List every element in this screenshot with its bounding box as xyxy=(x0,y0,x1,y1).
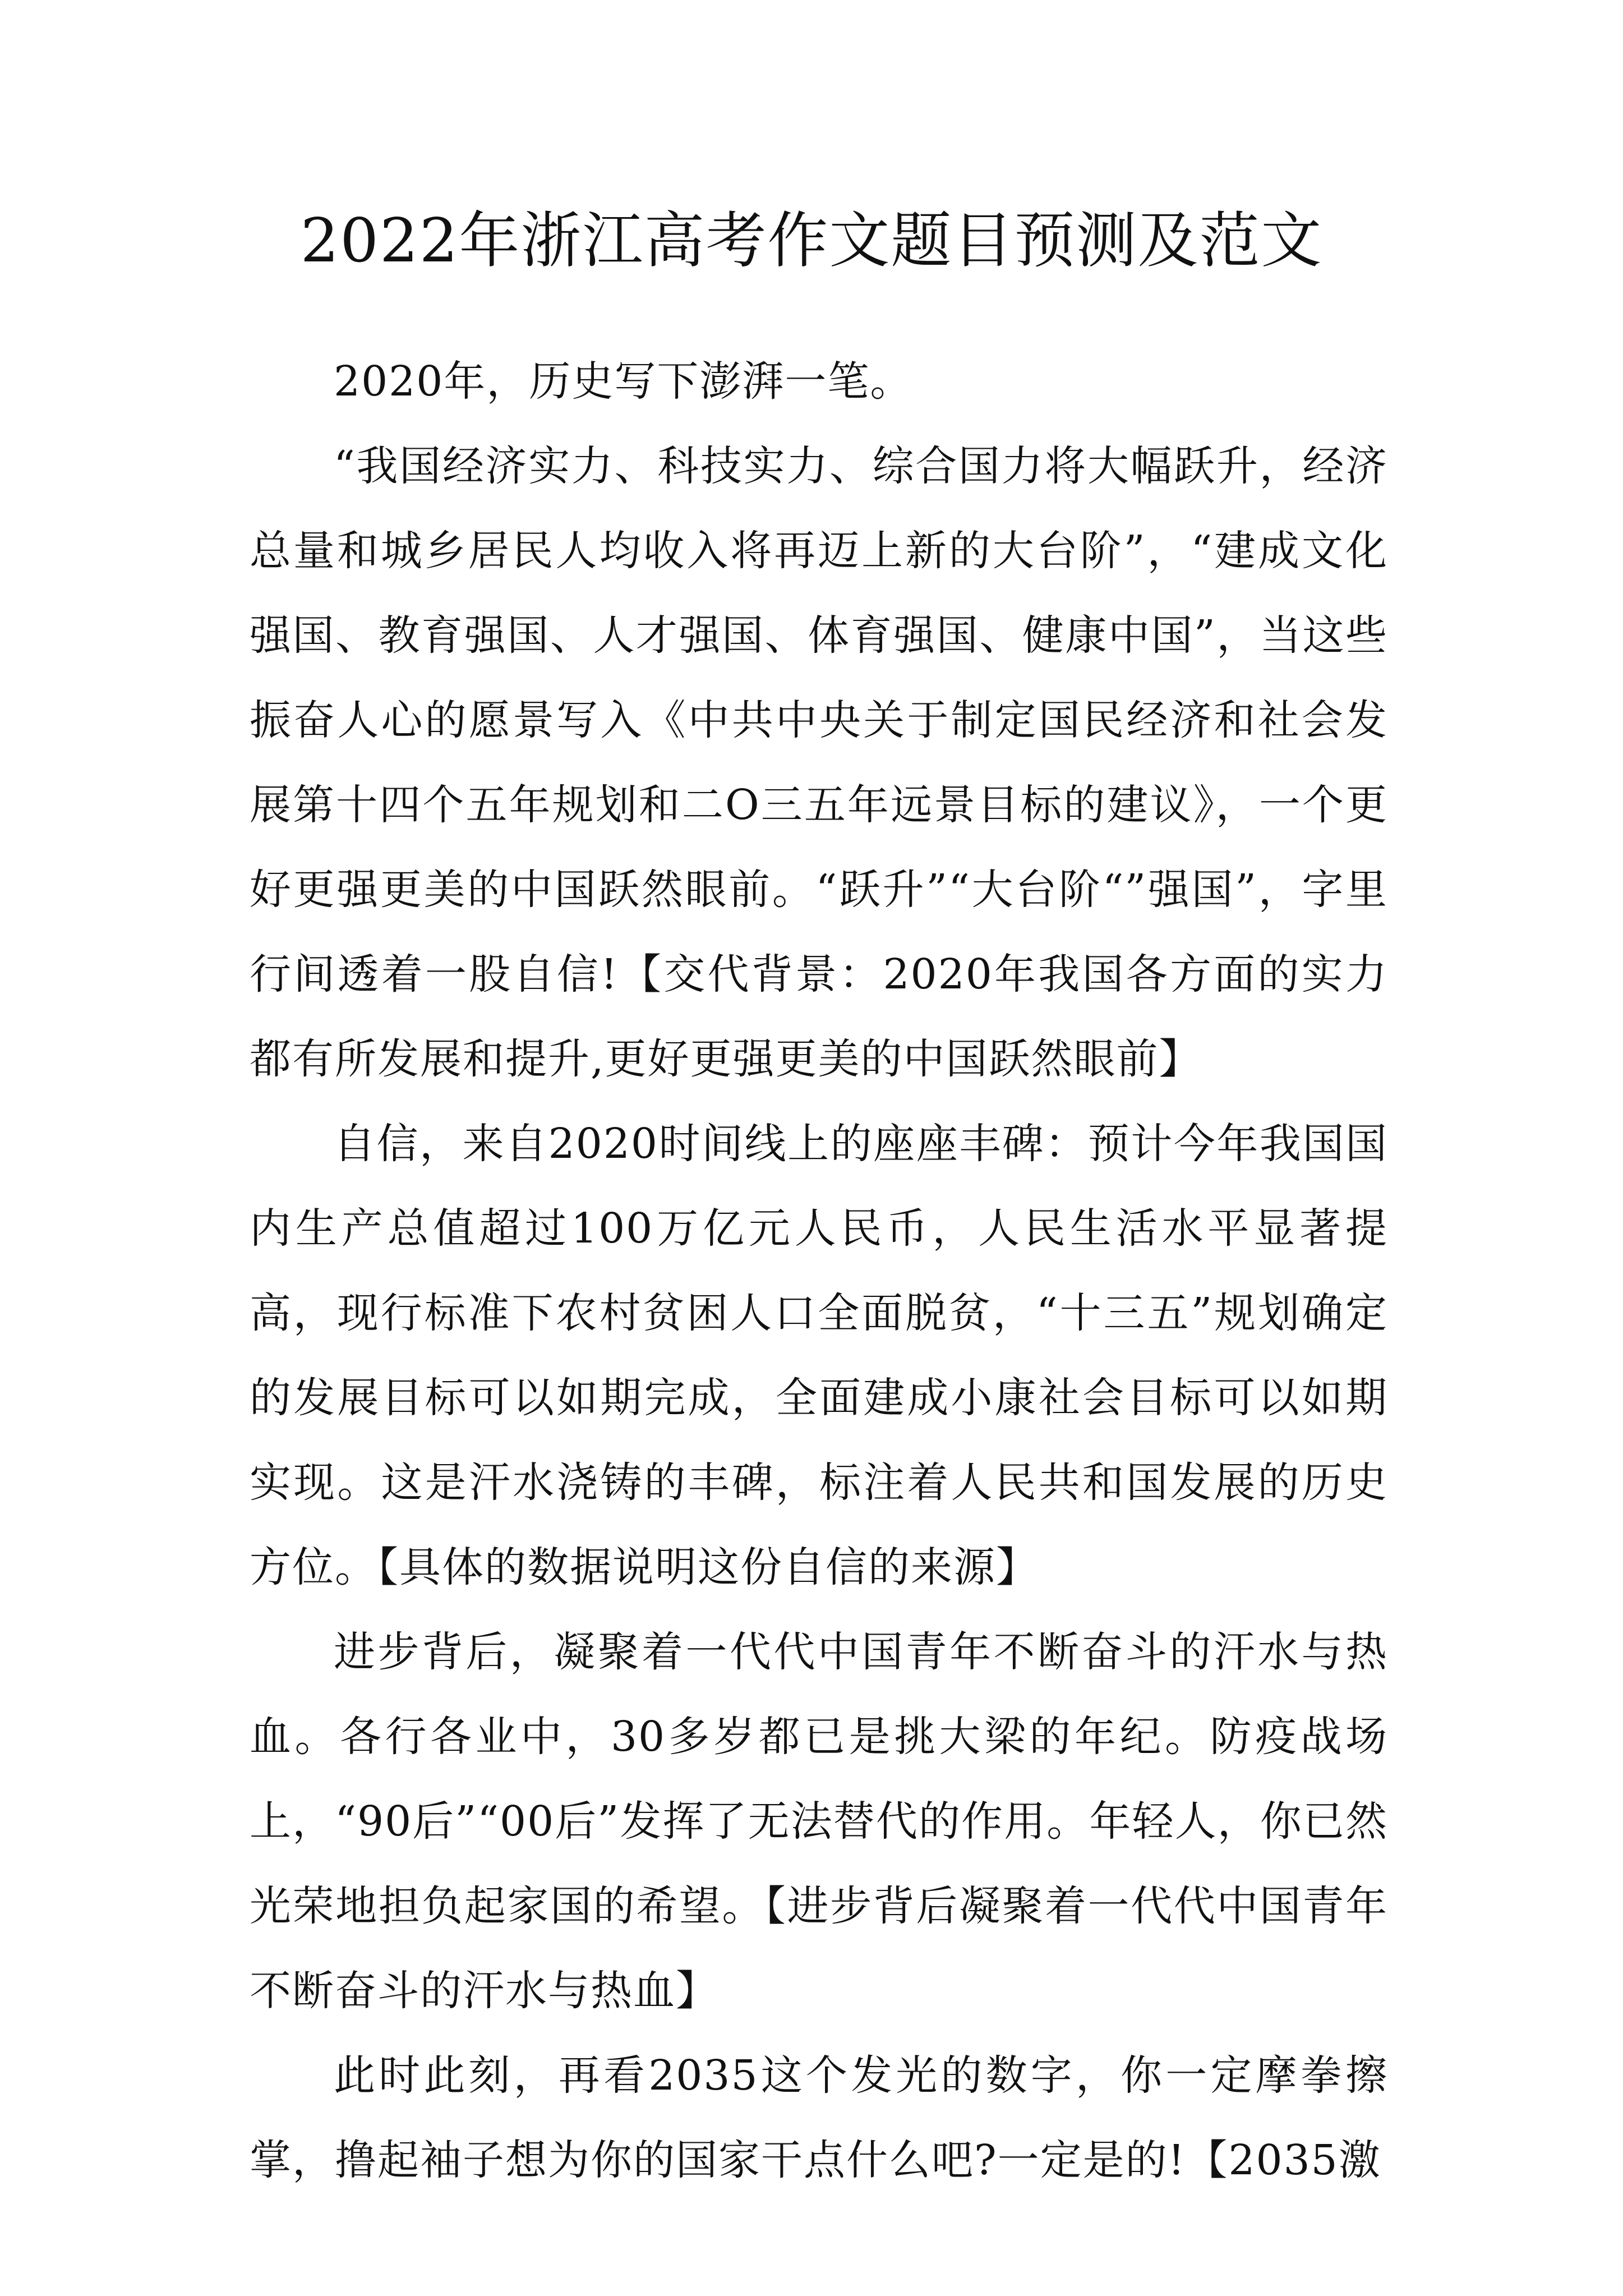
paragraph-3: 自信，来自2020时间线上的座座丰碑：预计今年我国国内生产总值超过100万亿元人民币，人民生活水平显著提高，现行标准下农村贫困人口全面脱贫，“十三五”规划确定的发展目标可以如期完成，全面建成小康社会目标可以如期实现。这是汗水浇铸的丰碑，标注着人民共和国发展的历史方位。【具体的数据说明这份自信的来源】 xyxy=(250,1120,1388,1591)
document-title: 2022年浙江高考作文题目预测及范文 xyxy=(300,206,1323,276)
paragraph-1: 2020年，历史写下澎湃一笔。 xyxy=(334,357,913,406)
paragraph-2: “我国经济实力、科技实力、综合国力将大幅跃升，经济总量和城乡居民人均收入将再迈上新的大台阶”，“建成文化强国、教育强国、人才强国、体育强国、健康中国”，当这些振奋人心的愿景写入《中共中央关于制定国民经济和社会发展第十四个五年规划和二O三五年远景目标的建议》，一个更好更强更美的中国跃然眼前。“跃升”“大台阶“”强国”，字里行间透着一股自信!【交代背景：2020年我国各方面的实力都有所发展和提升,更好更强更美的中国跃然眼前】 xyxy=(250,442,1388,1083)
paragraph-4: 进步背后，凝聚着一代代中国青年不断奋斗的汗水与热血。各行各业中，30多岁都已是挑大梁的年纪。防疫战场上，“90后”“00后”发挥了无法替代的作用。年轻人，你已然光荣地担负起家国的希望。【进步背后凝聚着一代代中国青年不断奋斗的汗水与热血】 xyxy=(250,1628,1388,2015)
document-body xyxy=(250,339,1388,2203)
paragraph-5: 此时此刻，再看2035这个发光的数字，你一定摩拳擦掌，撸起袖子想为你的国家干点什么吧?一定是的!【2035激 xyxy=(250,2051,1388,2184)
